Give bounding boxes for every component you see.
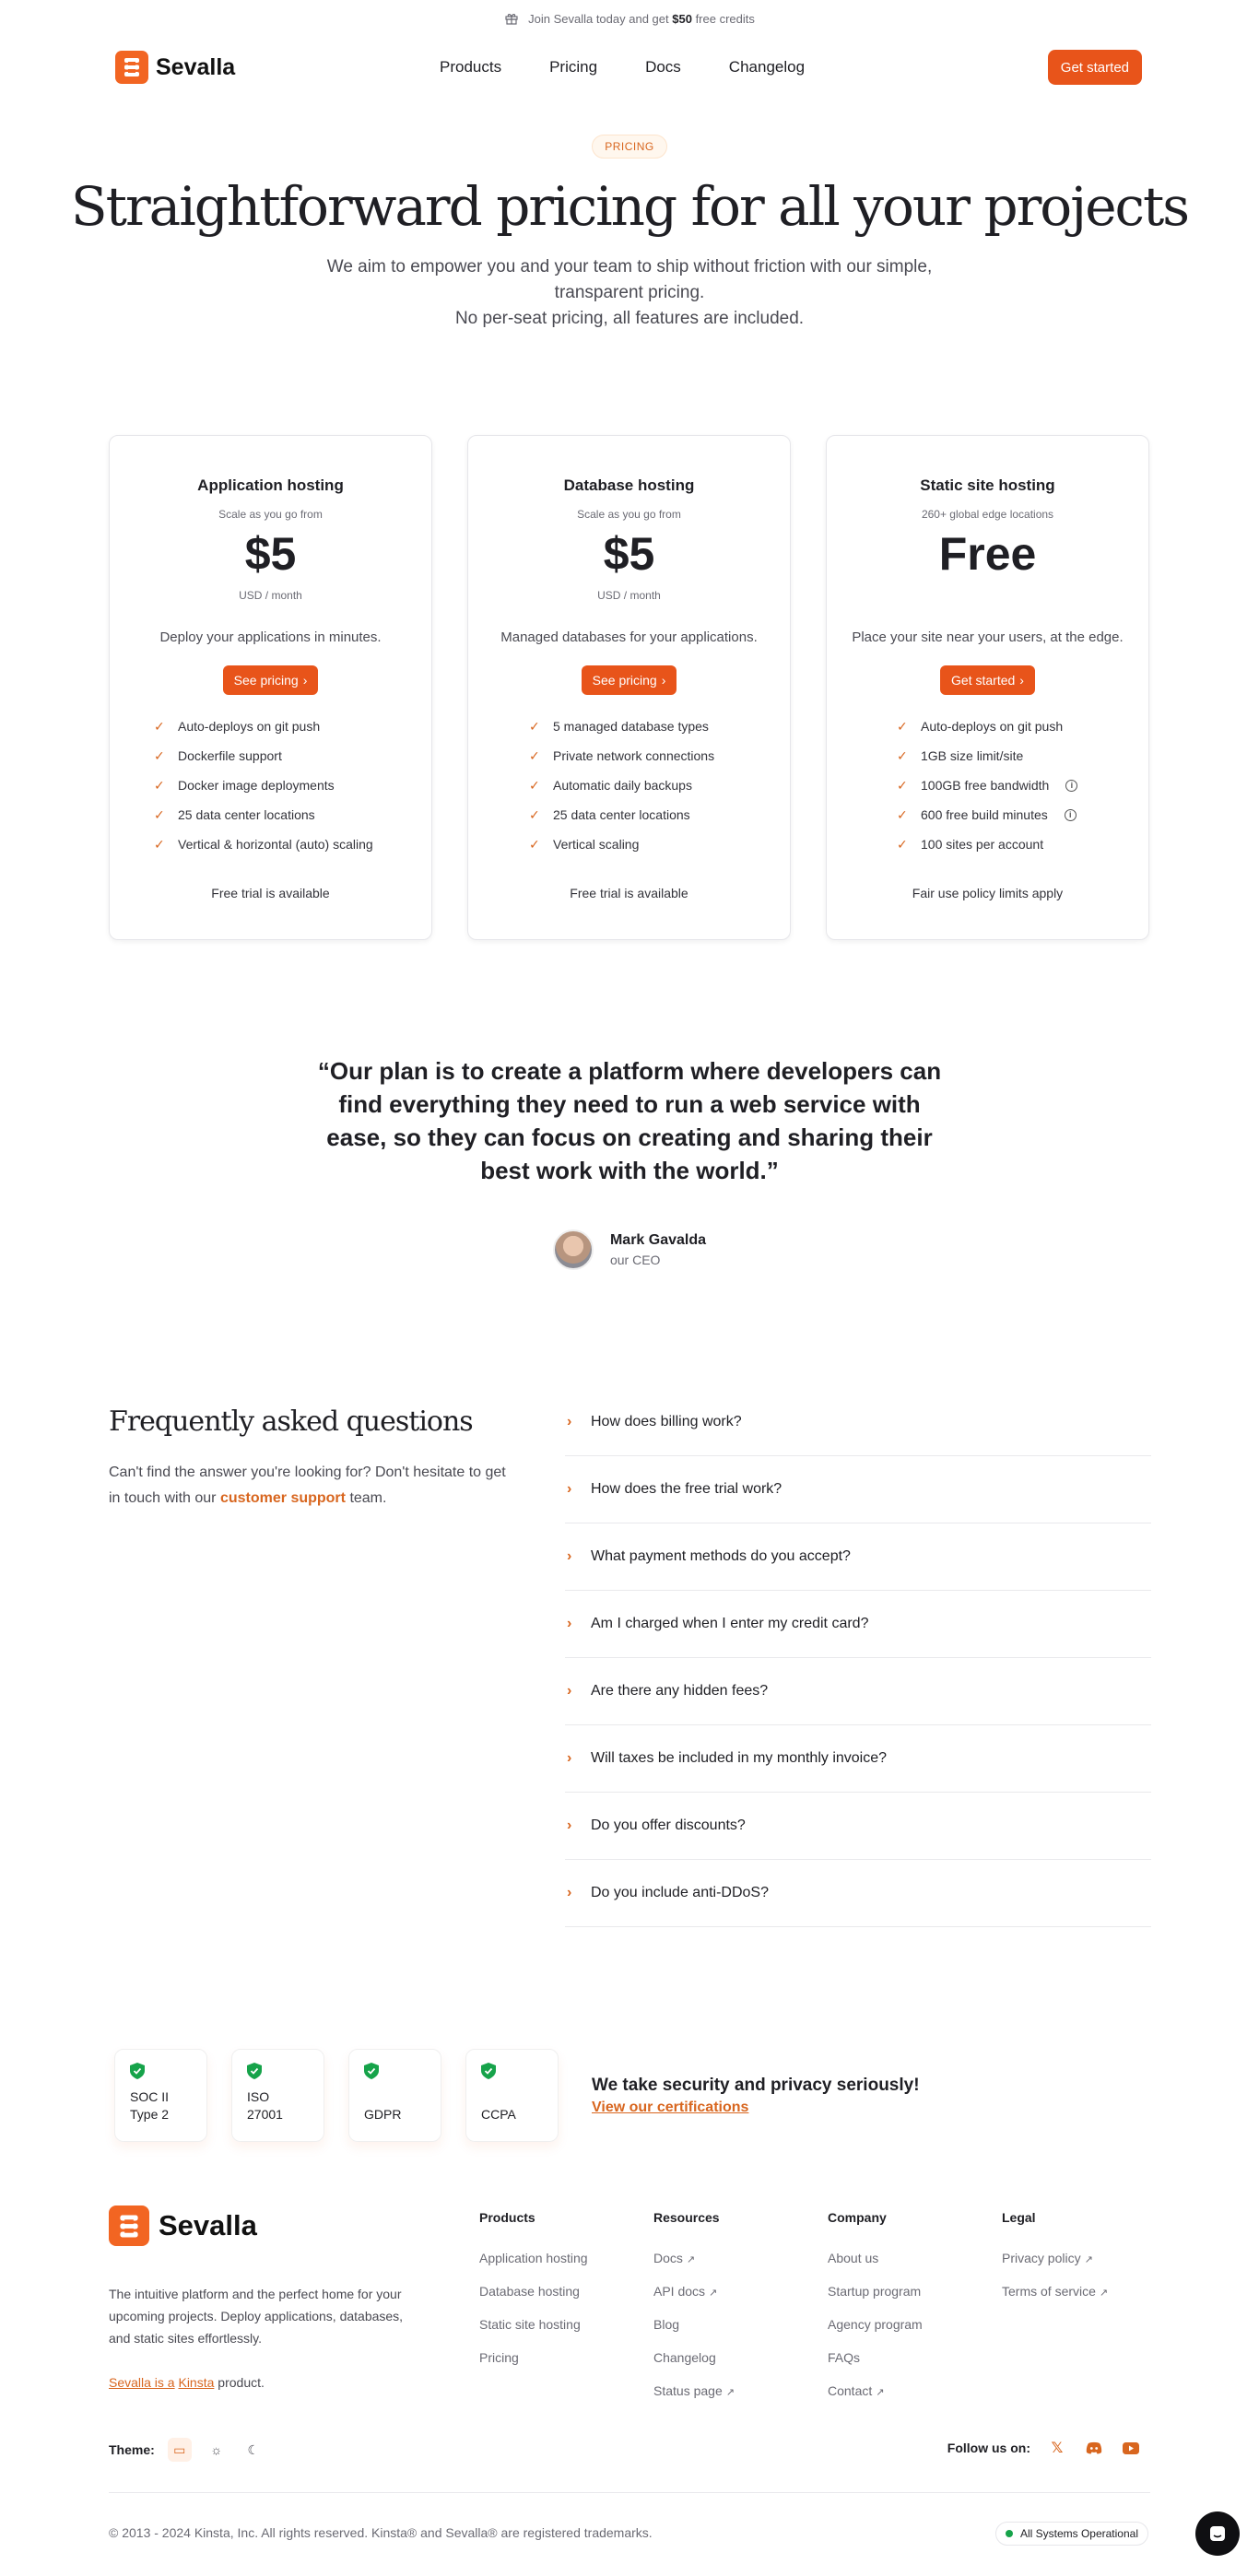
footer-logo-link[interactable] [109,2205,422,2246]
security-title: We take security and privacy seriously! [592,2075,920,2095]
footer-brand-name: Sevalla [159,2209,257,2241]
footer-col-resources: Resources Docs ↗ API docs ↗ Blog Changelog Status page ↗ [653,2210,828,2417]
moon-icon[interactable]: ☾ [247,2441,260,2457]
feature-item: ✓ 25 data center locations [529,806,690,822]
card-description: Managed databases for your applications. [500,629,758,645]
card-title: Static site hosting [920,476,1055,494]
chevron-right-icon: › [567,1414,572,1429]
faq-list [565,1389,1151,1927]
shield-check-icon [130,2063,145,2079]
kinsta-note: Sevalla is a Kinsta product. [109,2375,265,2390]
external-link-icon: ↗ [709,2288,718,2299]
nav-pricing[interactable]: Pricing [549,58,598,76]
nav-products[interactable]: Products [440,58,502,76]
external-link-icon: ↗ [725,2387,735,2398]
hero-description: We aim to empower you and your team to ship without friction with our simple, transparent pricing. No per-seat pricing, all features are included. [326,257,933,328]
chevron-right-icon: › [567,1683,572,1699]
chevron-right-icon: › [567,1750,572,1766]
check-icon: ✓ [154,718,165,734]
status-dot-icon [1006,2530,1013,2537]
see-pricing-button[interactable]: See pricing › [582,665,677,695]
footer-link[interactable]: Pricing [479,2350,519,2365]
nav-changelog[interactable]: Changelog [728,58,806,76]
check-icon: ✓ [154,777,165,793]
main-nav [440,58,853,76]
shield-check-icon [247,2063,262,2079]
check-icon: ✓ [154,836,165,852]
pricing-cards [109,435,1149,940]
card-subtitle: Scale as you go from [577,508,681,521]
card-description: Place your site near your users, at the edge. [852,629,1124,645]
external-link-icon: ↗ [1084,2254,1093,2265]
chevron-right-icon: › [567,1885,572,1900]
faq-item[interactable]: › Am I charged when I enter my credit card? [565,1591,1151,1658]
card-subtitle: 260+ global edge locations [921,508,1054,521]
card-price: $5 [603,528,655,580]
social-links [947,2438,1141,2458]
card-description: Deploy your applications in minutes. [159,629,382,645]
chevron-right-icon: › [567,1548,572,1564]
gift-icon [504,11,519,26]
shield-check-icon [364,2063,379,2079]
nav-docs[interactable]: Docs [645,58,681,76]
feature-item: ✓ Dockerfile support [154,747,282,763]
check-icon: ✓ [897,806,908,822]
faq-item[interactable]: › Are there any hidden fees? [565,1658,1151,1725]
faq-item[interactable]: › How does the free trial work? [565,1456,1151,1523]
check-icon: ✓ [529,718,540,734]
feature-item: ✓ Auto-deploys on git push [154,718,321,734]
copyright: © 2013 - 2024 Kinsta, Inc. All rights reserved. Kinsta® and Sevalla® are registered trademarks. [109,2525,653,2540]
feature-item: ✓ 100GB free bandwidth i [897,770,1148,800]
faq-item[interactable]: › Do you include anti-DDoS? [565,1860,1151,1927]
get-started-card-button[interactable]: Get started › [940,665,1035,695]
footer-link[interactable]: Application hosting [479,2251,588,2265]
card-subtitle: Scale as you go from [218,508,323,521]
card-footnote: Fair use policy limits apply [912,886,1064,900]
feature-item: ✓ 100 sites per account [897,836,1044,852]
avatar [553,1229,594,1270]
hero-section [0,98,1259,332]
theme-switcher [109,2438,265,2462]
footer-link[interactable]: Changelog [653,2350,716,2365]
chat-widget-button[interactable] [1195,2511,1240,2556]
footer-link[interactable]: FAQs [828,2350,861,2365]
chat-icon [1208,2524,1227,2543]
card-unit: USD / month [239,589,302,602]
chevron-right-icon: › [661,673,666,688]
footer-link[interactable]: Agency program [828,2317,923,2332]
brand-name: Sevalla [156,53,236,80]
feature-item: ✓ 25 data center locations [154,806,315,822]
feature-item: ✓ Private network connections [529,747,715,763]
security-text [592,2076,920,2116]
security-section [114,2049,920,2142]
footer-link[interactable]: Database hosting [479,2284,580,2299]
footer-col-products: Products Application hosting Database hosting Static site hosting Pricing [479,2210,653,2417]
cert-badge-iso: ISO 27001 [231,2049,324,2142]
ceo-quote [0,1054,1259,1270]
footer-divider [109,2492,1150,2493]
author-role: our CEO [609,1253,661,1267]
sun-icon[interactable]: ☼ [210,2442,223,2457]
brand-logo-link[interactable] [115,51,235,84]
discord-icon[interactable] [1084,2438,1104,2458]
chevron-right-icon: › [567,1616,572,1631]
info-icon[interactable]: i [1065,809,1077,821]
faq-item[interactable]: › Do you offer discounts? [565,1793,1151,1860]
footer-brand [109,2205,422,2390]
feature-item: ✓ Auto-deploys on git push [897,718,1064,734]
get-started-button[interactable]: Get started [1048,50,1142,85]
check-icon: ✓ [897,836,908,852]
feature-list [897,712,1148,859]
feature-list [154,712,431,859]
card-title: Application hosting [197,476,344,494]
footer-link[interactable]: Privacy policy ↗ [1002,2251,1093,2265]
check-icon: ✓ [897,718,908,734]
external-link-icon: ↗ [686,2254,696,2265]
footer-link[interactable]: Terms of service ↗ [1002,2284,1109,2299]
check-icon: ✓ [529,806,540,822]
promo-banner [0,0,1259,37]
see-pricing-button[interactable]: See pricing › [223,665,319,695]
feature-item: ✓ Automatic daily backups [529,777,692,793]
feature-item: ✓ Docker image deployments [154,777,335,793]
external-link-icon: ↗ [1099,2288,1109,2299]
feature-item: ✓ 5 managed database types [529,718,709,734]
quote-text: “Our plan is to create a platform where developers can find everything they need to run a web service with ease, so they can focus on creating and sharing their best work with the world.” [317,1057,942,1184]
author-name: Mark Gavalda [609,1232,707,1248]
chevron-right-icon: › [302,673,308,688]
faq-item[interactable]: › How does billing work? [565,1389,1151,1456]
shield-check-icon [481,2063,496,2079]
youtube-icon[interactable] [1121,2438,1141,2458]
card-footnote: Free trial is available [211,886,330,900]
cert-badge-ccpa: CCPA [465,2049,559,2142]
pricing-card-application [109,435,432,940]
feature-list [529,712,790,859]
card-unit [827,589,1148,602]
faq-item[interactable]: › Will taxes be included in my monthly invoice? [565,1725,1151,1793]
feature-item: ✓ Vertical & horizontal (auto) scaling [154,836,373,852]
check-icon: ✓ [897,747,908,763]
check-icon: ✓ [154,747,165,763]
pricing-card-database [467,435,791,940]
quote-author [0,1229,1259,1270]
banner-text: Join Sevalla today and get $50 free credits [528,11,755,26]
check-icon: ✓ [529,777,540,793]
footer-link[interactable]: API docs ↗ [653,2284,718,2299]
footer-link[interactable]: About us [828,2251,879,2265]
site-header [0,37,1259,98]
feature-item: ✓ Vertical scaling [529,836,640,852]
footer-link[interactable]: Status page ↗ [653,2383,735,2398]
footer-link[interactable]: Blog [653,2317,680,2332]
card-price: Free [938,528,1037,580]
footer-columns [479,2210,1176,2417]
faq-title: Frequently asked questions [109,1406,473,1438]
check-icon: ✓ [897,777,908,793]
chevron-right-icon: › [567,1481,572,1497]
footer-link[interactable]: Contact ↗ [828,2383,885,2398]
check-icon: ✓ [154,806,165,822]
footer-col-legal: Legal Privacy policy ↗ Terms of service ↗ [1002,2210,1176,2417]
external-link-icon: ↗ [876,2387,885,2398]
sevalla-logo-icon [109,2205,149,2246]
footer-link[interactable]: Startup program [828,2284,922,2299]
faq-intro [109,1406,514,1511]
monitor-icon[interactable]: ▭ [168,2438,192,2462]
cert-badge-soc2: SOC II Type 2 [114,2049,207,2142]
card-title: Database hosting [563,476,695,494]
check-icon: ✓ [529,747,540,763]
theme-label: Theme: [109,2442,155,2457]
feature-item: ✓ 1GB size limit/site [897,747,1024,763]
cert-badge-gdpr: GDPR [348,2049,441,2142]
faq-text: Can't find the answer you're looking for? Don't hesitate to get in touch with our customer support team. [109,1464,506,1506]
footer-link[interactable]: Docs ↗ [653,2251,696,2265]
faq-item[interactable]: › What payment methods do you accept? [565,1523,1151,1591]
chevron-right-icon: › [567,1817,572,1833]
footer-col-company: Company About us Startup program Agency program FAQs Contact ↗ [828,2210,1002,2417]
feature-item: ✓ 600 free build minutes i [897,800,1148,829]
customer-support-link[interactable]: customer support [219,1490,346,1506]
card-footnote: Free trial is available [570,886,688,900]
chevron-right-icon: › [1019,673,1024,688]
follow-label: Follow us on: [947,2441,1030,2455]
info-icon[interactable]: i [1065,780,1077,792]
system-status-badge[interactable]: All Systems Operational [995,2522,1148,2546]
footer-link[interactable]: Static site hosting [479,2317,581,2332]
pricing-card-static-site [826,435,1149,940]
x-twitter-icon[interactable]: 𝕏 [1051,2441,1064,2456]
page-title: Straightforward pricing for all your projects [70,175,1189,238]
pricing-pill: PRICING [592,135,667,159]
sevalla-logo-icon [115,51,148,84]
card-unit: USD / month [597,589,661,602]
card-price: $5 [244,528,297,580]
view-certifications-link[interactable]: View our certifications [592,2099,749,2115]
check-icon: ✓ [529,836,540,852]
footer-description: The intuitive platform and the perfect home for your upcoming projects. Deploy applications, databases, and static sites effortlessly. [109,2287,404,2346]
kinsta-link[interactable]: Kinsta [178,2375,215,2390]
